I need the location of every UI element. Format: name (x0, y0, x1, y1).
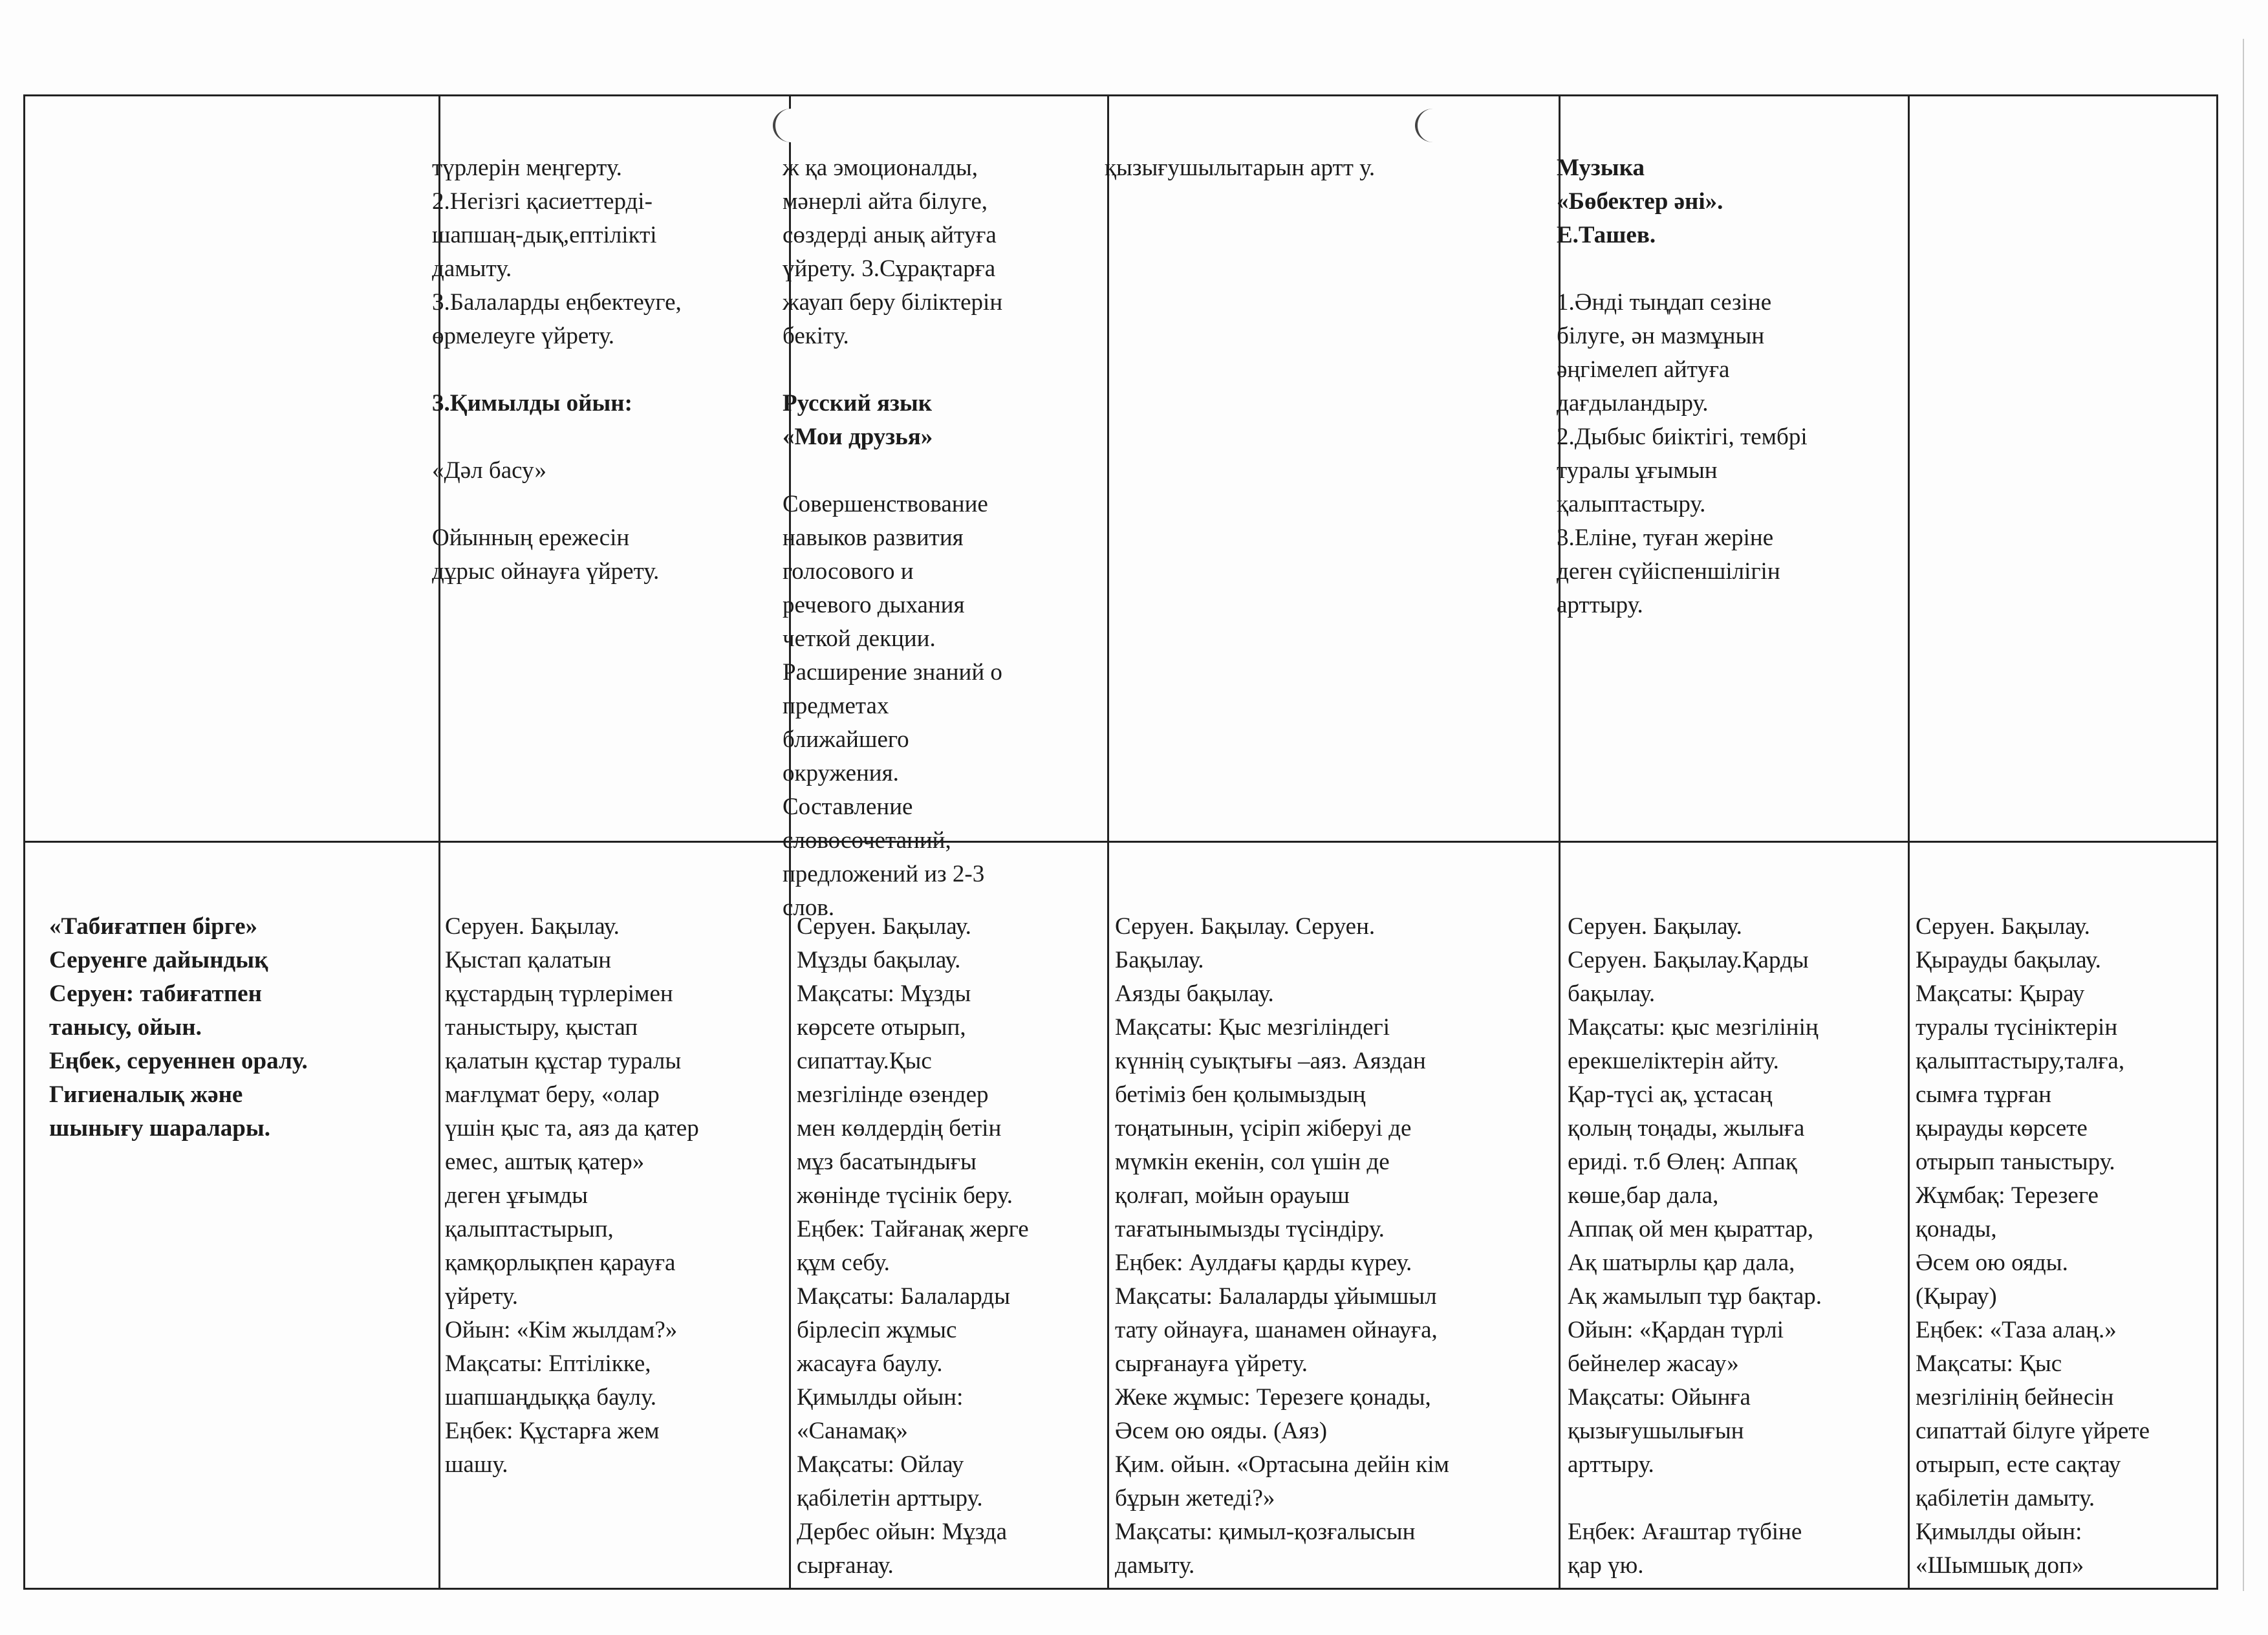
row2-col4-text: Серуен. Бақылау. Серуен. Бақылау. Аязды бақылау. Мақсаты: Қыс мезгіліндегі күннің суықтығы –аяз. Аяздан бетіміз бен қолымыздың тоңатынын, үсіріп жіберуі де мүмкін екенін, сол үшін де қолғап, мойын орауыш тағатынымызды түсіндіру. Еңбек: Аулдағы қарды күреу. Мақсаты: Балаларды ұйымшыл тату ойнауға, шанамен ойнауға, сырғанауға үйрету. Жеке жұмыс: Терезеге қонады, Әсем ою ояды. (Аяз) Қим. ойын. «Ортасына дейін кім бұрын жетеді?» Мақсаты: қимыл-қозғалысын дамыту. (1115, 913, 1449, 1579)
row1-col2-heading: 3.Қимылды ойын: (432, 390, 632, 417)
row1-col2-cell (432, 118, 759, 622)
row2-col2-cell (445, 876, 768, 1515)
row-divider (23, 841, 2218, 843)
row2-col1-cell (49, 876, 431, 1179)
row2-col1-heading: «Табиғатпен бірге» Серуенге дайындық Серуен: табиғатпен танысу, ойын. Еңбек, серуеннен оралу. Гигиеналық және шынығу шаралары. (49, 913, 308, 1142)
row2-col3-text: Серуен. Бақылау. Мұзды бақылау. Мақсаты: Мұзды көрсете отырып, сипаттау.Қыс мезгілінде өзендер мен көлдердің бетін мұз басатындығы жөнінде түсінік беру. Еңбек: Тайғанақ жерге құм себу. Мақсаты: Балаларды бірлесіп жұмыс жасауға баулу. Қимылды ойын: «Санамақ» Мақсаты: Ойлау қабілетін арттыру. Дербес ойын: Мұзда сырғанау. (797, 913, 1029, 1579)
row1-col4-cell (1105, 118, 1544, 219)
col-border-3 (1107, 94, 1109, 1590)
row2-col6-cell (1916, 876, 2213, 1616)
row1-col5-cell (1557, 118, 1893, 656)
row1-col2-text-b: «Дәл басу» Ойынның ережесін дұрыс ойнауға үйрету. (432, 457, 660, 585)
row2-col3-cell (797, 876, 1101, 1616)
page-edge-shadow (2243, 39, 2244, 1591)
row1-col3-cell (783, 118, 1086, 958)
row1-col5-heading: Музыка «Бөбектер әні». Е.Ташев. (1557, 155, 1723, 248)
row1-col5-text: 1.Әнді тыңдап сезіне білуге, ән мазмұнын әңгімелеп айтуға дағдыландыру. 2.Дыбыс биіктігі, тембрі туралы ұғымын қалыптастыру. 3.Еліне, туған жеріне деген сүйіспеншілігін арттыру. (1557, 289, 1808, 618)
row1-col3-text-b: Совершенствование навыков развития голосового и речевого дыхания четкой декции. Расширение знаний о предметах ближайшего окружения. Составление словосочетаний, предложений из 2-3 слов. (783, 491, 1002, 921)
col-border-0 (23, 94, 25, 1590)
row1-col4-text: қызығушылытарын артт у. (1105, 155, 1376, 181)
row2-col4-cell (1115, 876, 1555, 1616)
row1-col2-text-a: түрлерін меңгерту. 2.Негізгі қасиеттерді- шапшаң-дық,ептілікті дамыту. 3.Балаларды еңбектеуге, өрмелеуге үйрету. (432, 155, 682, 349)
row2-col5-cell (1568, 876, 1904, 1616)
table-top-border (23, 94, 2218, 96)
row1-col3-heading: Русский язык «Мои друзья» (783, 390, 933, 450)
row2-col2-text: Серуен. Бақылау. Қыстап қалатын құстардың түрлерімен таныстыру, қыстап қалатын құстар туралы мағлұмат беру, «олар үшін қыс та, аяз да қатер емес, аштық қатер» деген ұғымды қалыптастырып, қамқорлықпен қарауға үйрету. Ойын: «Кім жылдам?» Мақсаты: Ептілікке, шапшаңдыққа баулу. Еңбек: Құстарға жем шашу. (445, 913, 699, 1478)
col-border-5 (1908, 94, 1910, 1590)
row1-col3-text-a: ж қа эмоционалды, мәнерлі айта білуге, сөздерді анық айтуға үйрету. 3.Сұрақтарға жауап беру біліктерін бекіту. (783, 155, 1003, 349)
col-border-6 (2216, 94, 2218, 1590)
row2-col5-text: Серуен. Бақылау. Серуен. Бақылау.Қарды бақылау. Мақсаты: қыс мезгілінің ерекшеліктерін айту. Қар-түсі ақ, ұстасаң қолың тоңады, жылыға ериді. т.б Өлең: Аппақ көше,бар дала, Аппақ ой мен қыраттар, Ақ шатырлы қар дала, Ақ жамылып тұр бақтар. Ойын: «Қардан түрлі бейнелер жасау» Мақсаты: Ойынға қызығушылығын арттыру. Еңбек: Ағаштар түбіне қар үю. (1568, 913, 1822, 1579)
row2-col6-text: Серуен. Бақылау. Қырауды бақылау. Мақсаты: Қырау туралы түсініктерін қалыптастыру,талға, сымға тұрған қырауды көрсете отырып таныстыру. Жұмбақ: Терезеге қонады, Әсем ою ояды. (Қырау) Еңбек: «Таза алаң.» Мақсаты: Қыс мезгілінің бейнесін сипаттай білуге үйрете отырып, есте сақтау қабілетін дамыту. Қимылды ойын: «Шымшық доп» (1916, 913, 2150, 1579)
